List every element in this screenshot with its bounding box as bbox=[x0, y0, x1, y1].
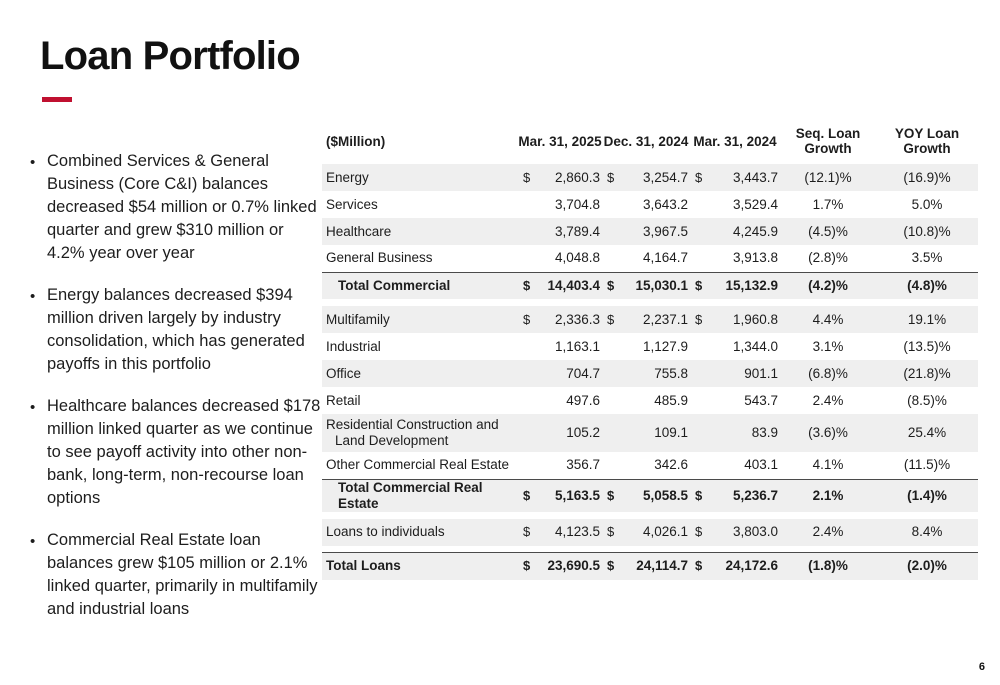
row-label: General Business bbox=[326, 250, 433, 266]
dollar-sign: $ bbox=[518, 479, 536, 512]
value-mar-2025: 1,163.1 bbox=[554, 338, 600, 354]
dollar-sign: $ bbox=[690, 164, 712, 191]
dollar-sign: $ bbox=[602, 164, 624, 191]
dollar-sign bbox=[690, 191, 712, 218]
dollar-sign bbox=[602, 387, 624, 414]
section-gap bbox=[322, 546, 978, 553]
title-accent-dash bbox=[42, 97, 72, 102]
row-label: Total Commercial Real Estate bbox=[322, 479, 518, 512]
dollar-sign bbox=[690, 218, 712, 245]
yoy-growth-value: (10.8)% bbox=[876, 218, 978, 245]
value-mar-2025: 105.2 bbox=[536, 414, 602, 452]
value-mar-2025: 497.6 bbox=[566, 392, 600, 408]
yoy-growth-value: 8.4% bbox=[876, 519, 978, 546]
dollar-sign bbox=[602, 360, 624, 387]
table-row bbox=[322, 218, 978, 245]
col-header-yoy-growth: YOY Loan Growth bbox=[894, 126, 960, 156]
yoy-growth-value: 3.5% bbox=[911, 250, 943, 266]
dollar-sign: $ bbox=[602, 553, 624, 580]
row-label: Office bbox=[322, 360, 518, 387]
value-mar-2024: 1,960.8 bbox=[712, 306, 780, 333]
seq-growth-value: 3.1% bbox=[812, 338, 844, 354]
bullet-text: Commercial Real Estate loan balances grew $105 million or 2.1% linked quarter, primarily in multifamily and industrial loans bbox=[47, 531, 318, 618]
yoy-growth-value: (16.9)% bbox=[876, 164, 978, 191]
dollar-sign bbox=[518, 452, 536, 479]
table-row bbox=[322, 387, 978, 414]
value-mar-2024: 24,172.6 bbox=[712, 553, 780, 580]
dollar-sign bbox=[602, 245, 624, 272]
dollar-sign: $ bbox=[518, 553, 536, 580]
value-mar-2024: 3,529.4 bbox=[732, 196, 778, 212]
commentary-bullet-list bbox=[30, 150, 322, 640]
dollar-sign bbox=[518, 360, 536, 387]
table-row bbox=[322, 452, 978, 479]
yoy-growth-value: (1.4)% bbox=[876, 479, 978, 512]
dollar-sign: $ bbox=[602, 306, 624, 333]
dollar-sign: $ bbox=[690, 519, 712, 546]
value-mar-2025: 356.7 bbox=[566, 457, 600, 473]
list-item bbox=[30, 395, 322, 510]
seq-growth-value: (12.1)% bbox=[780, 164, 876, 191]
dollar-sign bbox=[690, 360, 712, 387]
dollar-sign bbox=[602, 414, 624, 452]
value-dec-2024: 1,127.9 bbox=[642, 338, 688, 354]
section-gap bbox=[322, 512, 978, 519]
dollar-sign: $ bbox=[602, 272, 624, 299]
seq-growth-value: 2.1% bbox=[780, 479, 876, 512]
row-label: Residential Construction and Land Development bbox=[322, 414, 518, 452]
value-dec-2024: 24,114.7 bbox=[624, 553, 690, 580]
row-label: Loans to individuals bbox=[322, 519, 518, 546]
value-mar-2024: 403.1 bbox=[744, 457, 778, 473]
dollar-sign: $ bbox=[518, 272, 536, 299]
value-dec-2024: 15,030.1 bbox=[624, 272, 690, 299]
table-row bbox=[322, 164, 978, 191]
bullet-icon: • bbox=[30, 399, 36, 416]
seq-growth-value: (1.8)% bbox=[780, 553, 876, 580]
loan-table-header bbox=[322, 126, 978, 164]
dollar-sign bbox=[602, 218, 624, 245]
unit-label: ($Million) bbox=[326, 133, 386, 149]
page-number: 6 bbox=[978, 661, 985, 673]
value-mar-2024: 15,132.9 bbox=[712, 272, 780, 299]
bullet-icon: • bbox=[30, 533, 36, 550]
value-dec-2024: 4,164.7 bbox=[642, 250, 688, 266]
table-row bbox=[322, 333, 978, 360]
value-dec-2024: 4,026.1 bbox=[624, 519, 690, 546]
table-row bbox=[322, 245, 978, 272]
table-row bbox=[322, 272, 978, 299]
value-mar-2025: 2,336.3 bbox=[536, 306, 602, 333]
yoy-growth-value: (2.0)% bbox=[876, 553, 978, 580]
dollar-sign bbox=[518, 387, 536, 414]
yoy-growth-value: (11.5)% bbox=[903, 457, 951, 473]
seq-growth-value: (3.6)% bbox=[780, 414, 876, 452]
dollar-sign bbox=[690, 333, 712, 360]
dollar-sign: $ bbox=[690, 553, 712, 580]
row-label: Healthcare bbox=[322, 218, 518, 245]
value-mar-2025: 14,403.4 bbox=[536, 272, 602, 299]
list-item bbox=[30, 284, 322, 376]
value-mar-2024: 3,803.0 bbox=[712, 519, 780, 546]
value-mar-2025: 5,163.5 bbox=[536, 479, 602, 512]
value-dec-2024: 5,058.5 bbox=[624, 479, 690, 512]
table-row bbox=[322, 553, 978, 580]
list-item bbox=[30, 529, 322, 621]
row-label: Industrial bbox=[326, 338, 381, 354]
seq-growth-value: 2.4% bbox=[812, 392, 844, 408]
row-label: Total Commercial bbox=[322, 272, 518, 299]
seq-growth-value: (4.5)% bbox=[780, 218, 876, 245]
value-dec-2024: 3,967.5 bbox=[624, 218, 690, 245]
dollar-sign bbox=[518, 414, 536, 452]
seq-growth-value: 4.4% bbox=[780, 306, 876, 333]
loan-table bbox=[322, 126, 978, 580]
value-mar-2024: 901.1 bbox=[712, 360, 780, 387]
value-dec-2024: 755.8 bbox=[624, 360, 690, 387]
row-label: Energy bbox=[322, 164, 518, 191]
bullet-text: Energy balances decreased $394 million driven largely by industry consolidation, which has generated payoffs in this portfolio bbox=[47, 286, 305, 373]
table-row bbox=[322, 479, 978, 512]
value-mar-2024: 83.9 bbox=[712, 414, 780, 452]
dollar-sign bbox=[602, 452, 624, 479]
value-mar-2024: 5,236.7 bbox=[712, 479, 780, 512]
dollar-sign: $ bbox=[690, 479, 712, 512]
value-mar-2025: 4,048.8 bbox=[554, 250, 600, 266]
table-row bbox=[322, 360, 978, 387]
seq-growth-value: 1.7% bbox=[812, 196, 844, 212]
table-row bbox=[322, 191, 978, 218]
seq-growth-value: 4.1% bbox=[812, 457, 844, 473]
value-mar-2025: 2,860.3 bbox=[536, 164, 602, 191]
loan-portfolio-table bbox=[322, 126, 978, 580]
yoy-growth-value: 25.4% bbox=[876, 414, 978, 452]
dollar-sign: $ bbox=[690, 272, 712, 299]
dollar-sign: $ bbox=[518, 519, 536, 546]
header-row bbox=[322, 126, 978, 164]
page-title: Loan Portfolio bbox=[40, 34, 300, 78]
col-header-seq-growth: Seq. Loan Growth bbox=[795, 126, 861, 156]
bullet-text: Healthcare balances decreased $178 million linked quarter as we continue to see payoff activity into other non-bank, long-term, non-recourse loan options bbox=[47, 397, 321, 507]
row-label: Other Commercial Real Estate bbox=[326, 457, 510, 473]
yoy-growth-value: 19.1% bbox=[876, 306, 978, 333]
value-dec-2024: 342.6 bbox=[654, 457, 688, 473]
value-dec-2024: 485.9 bbox=[654, 392, 688, 408]
dollar-sign bbox=[518, 218, 536, 245]
table-row bbox=[322, 306, 978, 333]
seq-growth-value: (2.8)% bbox=[808, 250, 848, 266]
row-label: Services bbox=[326, 196, 378, 212]
yoy-growth-value: (21.8)% bbox=[876, 360, 978, 387]
dollar-sign: $ bbox=[690, 306, 712, 333]
value-dec-2024: 109.1 bbox=[624, 414, 690, 452]
section-gap bbox=[322, 299, 978, 306]
value-mar-2025: 3,704.8 bbox=[554, 196, 600, 212]
yoy-growth-value: (4.8)% bbox=[876, 272, 978, 299]
value-dec-2024: 2,237.1 bbox=[624, 306, 690, 333]
yoy-growth-value: 5.0% bbox=[911, 196, 943, 212]
dollar-sign: $ bbox=[602, 519, 624, 546]
value-dec-2024: 3,643.2 bbox=[642, 196, 688, 212]
yoy-growth-value: (13.5)% bbox=[903, 338, 951, 354]
value-dec-2024: 3,254.7 bbox=[624, 164, 690, 191]
col-header-dec-2024: Dec. 31, 2024 bbox=[603, 133, 689, 149]
value-mar-2025: 4,123.5 bbox=[536, 519, 602, 546]
dollar-sign bbox=[690, 387, 712, 414]
dollar-sign bbox=[518, 191, 536, 218]
bullet-text: Combined Services & General Business (Core C&I) balances decreased $54 million or 0.7% linked quarter and grew $310 million or 4.2% year over year bbox=[47, 152, 317, 262]
dollar-sign: $ bbox=[518, 306, 536, 333]
dollar-sign bbox=[602, 191, 624, 218]
dollar-sign bbox=[518, 333, 536, 360]
loan-table-body bbox=[322, 164, 978, 580]
dollar-sign: $ bbox=[602, 479, 624, 512]
dollar-sign bbox=[690, 452, 712, 479]
value-mar-2024: 3,443.7 bbox=[712, 164, 780, 191]
dollar-sign bbox=[518, 245, 536, 272]
seq-growth-value: 2.4% bbox=[780, 519, 876, 546]
dollar-sign: $ bbox=[518, 164, 536, 191]
bullet-icon: • bbox=[30, 154, 36, 171]
bullet-icon: • bbox=[30, 288, 36, 305]
value-mar-2025: 704.7 bbox=[536, 360, 602, 387]
yoy-growth-value: (8.5)% bbox=[907, 392, 947, 408]
value-mar-2025: 3,789.4 bbox=[536, 218, 602, 245]
value-mar-2024: 3,913.8 bbox=[732, 250, 778, 266]
row-label: Retail bbox=[326, 392, 361, 408]
col-header-mar-2024: Mar. 31, 2024 bbox=[693, 133, 777, 149]
row-label: Multifamily bbox=[322, 306, 518, 333]
value-mar-2024: 1,344.0 bbox=[732, 338, 778, 354]
table-row bbox=[322, 519, 978, 546]
col-header-mar-2025: Mar. 31, 2025 bbox=[518, 133, 602, 149]
row-label: Total Loans bbox=[322, 553, 518, 580]
dollar-sign bbox=[602, 333, 624, 360]
value-mar-2024: 4,245.9 bbox=[712, 218, 780, 245]
dollar-sign bbox=[690, 414, 712, 452]
value-mar-2025: 23,690.5 bbox=[536, 553, 602, 580]
list-item bbox=[30, 150, 322, 265]
value-mar-2024: 543.7 bbox=[744, 392, 778, 408]
seq-growth-value: (4.2)% bbox=[780, 272, 876, 299]
dollar-sign bbox=[690, 245, 712, 272]
table-row bbox=[322, 414, 978, 452]
seq-growth-value: (6.8)% bbox=[780, 360, 876, 387]
